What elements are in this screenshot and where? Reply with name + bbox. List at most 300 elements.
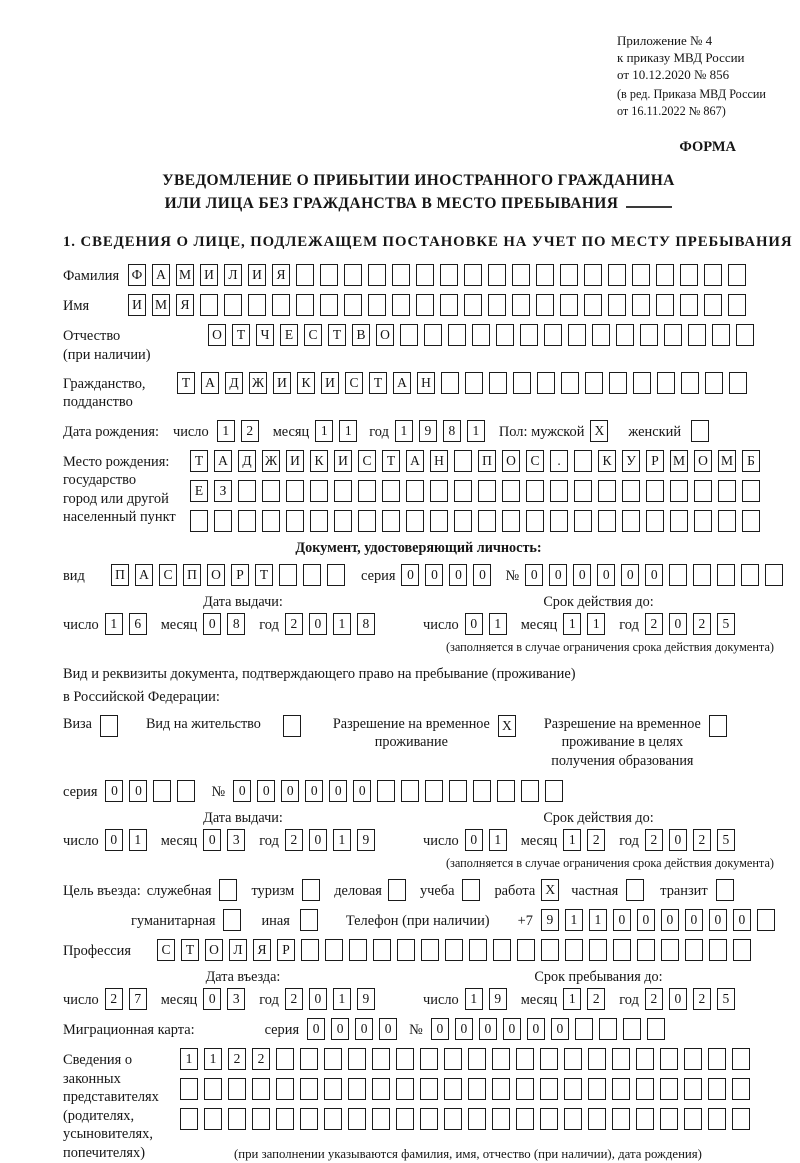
char-box[interactable] [512, 294, 530, 316]
char-box[interactable]: 0 [503, 1018, 521, 1040]
char-box[interactable]: 1 [129, 829, 147, 851]
char-box[interactable]: 9 [357, 988, 375, 1010]
char-box[interactable] [704, 294, 722, 316]
char-box[interactable] [396, 1108, 414, 1130]
char-box[interactable]: 0 [613, 909, 631, 931]
char-box[interactable] [516, 1078, 534, 1100]
char-box[interactable]: 0 [129, 780, 147, 802]
char-box[interactable] [262, 480, 280, 502]
char-box[interactable]: 2 [285, 829, 303, 851]
char-box[interactable] [608, 294, 626, 316]
char-box[interactable] [324, 1048, 342, 1070]
char-box[interactable] [712, 324, 730, 346]
char-box[interactable] [401, 780, 419, 802]
char-box[interactable] [684, 1078, 702, 1100]
char-box[interactable] [396, 1078, 414, 1100]
char-box[interactable] [180, 1078, 198, 1100]
char-box[interactable]: А [152, 264, 170, 286]
char-box[interactable]: 0 [449, 564, 467, 586]
char-box[interactable] [502, 510, 520, 532]
char-box[interactable] [516, 1108, 534, 1130]
char-box[interactable]: Я [176, 294, 194, 316]
char-box[interactable] [223, 909, 241, 931]
char-box[interactable] [544, 324, 562, 346]
char-box[interactable]: Т [382, 450, 400, 472]
char-box[interactable] [228, 1078, 246, 1100]
char-box[interactable] [448, 324, 466, 346]
char-box[interactable]: 1 [465, 988, 483, 1010]
char-box[interactable]: М [718, 450, 736, 472]
char-box[interactable] [252, 1108, 270, 1130]
char-box[interactable]: 0 [551, 1018, 569, 1040]
char-box[interactable] [574, 510, 592, 532]
char-box[interactable] [454, 510, 472, 532]
char-box[interactable] [708, 1078, 726, 1100]
char-box[interactable] [420, 1078, 438, 1100]
char-box[interactable]: 0 [257, 780, 275, 802]
char-box[interactable] [252, 1078, 270, 1100]
char-box[interactable]: 0 [661, 909, 679, 931]
char-box[interactable] [349, 939, 367, 961]
char-box[interactable]: 7 [129, 988, 147, 1010]
char-box[interactable]: 0 [309, 988, 327, 1010]
char-box[interactable] [440, 294, 458, 316]
char-box[interactable] [276, 1078, 294, 1100]
char-box[interactable] [684, 1048, 702, 1070]
char-box[interactable] [589, 939, 607, 961]
char-box[interactable] [632, 294, 650, 316]
char-box[interactable]: 0 [637, 909, 655, 931]
char-box[interactable]: 2 [228, 1048, 246, 1070]
char-box[interactable]: 0 [527, 1018, 545, 1040]
char-box[interactable]: Т [328, 324, 346, 346]
char-box[interactable] [214, 510, 232, 532]
char-box[interactable]: 8 [357, 613, 375, 635]
char-box[interactable] [716, 879, 734, 901]
char-box[interactable] [585, 372, 603, 394]
char-box[interactable] [646, 480, 664, 502]
char-box[interactable]: 1 [395, 420, 413, 442]
char-box[interactable]: А [214, 450, 232, 472]
char-box[interactable]: 0 [331, 1018, 349, 1040]
char-box[interactable] [545, 780, 563, 802]
char-box[interactable]: 1 [105, 613, 123, 635]
char-box[interactable] [473, 780, 491, 802]
char-box[interactable] [718, 510, 736, 532]
char-box[interactable] [286, 510, 304, 532]
char-box[interactable] [742, 480, 760, 502]
char-box[interactable] [441, 372, 459, 394]
char-box[interactable] [296, 264, 314, 286]
char-box[interactable] [468, 1078, 486, 1100]
char-box[interactable] [388, 879, 406, 901]
char-box[interactable] [358, 480, 376, 502]
char-box[interactable] [688, 324, 706, 346]
char-box[interactable] [177, 780, 195, 802]
char-box[interactable] [488, 294, 506, 316]
char-box[interactable] [626, 879, 644, 901]
char-box[interactable] [536, 264, 554, 286]
char-box[interactable] [709, 715, 727, 737]
char-box[interactable] [406, 480, 424, 502]
char-box[interactable] [588, 1108, 606, 1130]
char-box[interactable]: 0 [329, 780, 347, 802]
char-box[interactable]: 1 [563, 988, 581, 1010]
char-box[interactable]: 0 [597, 564, 615, 586]
char-box[interactable] [406, 510, 424, 532]
char-box[interactable]: 0 [353, 780, 371, 802]
char-box[interactable]: Д [225, 372, 243, 394]
char-box[interactable] [561, 372, 579, 394]
char-box[interactable] [219, 879, 237, 901]
char-box[interactable] [279, 564, 297, 586]
char-box[interactable] [300, 909, 318, 931]
char-box[interactable]: 1 [565, 909, 583, 931]
char-box[interactable]: 1 [489, 829, 507, 851]
char-box[interactable] [574, 480, 592, 502]
char-box[interactable]: 1 [339, 420, 357, 442]
char-box[interactable]: Л [229, 939, 247, 961]
char-box[interactable] [464, 264, 482, 286]
char-box[interactable]: С [157, 939, 175, 961]
char-box[interactable] [382, 510, 400, 532]
char-box[interactable] [396, 1048, 414, 1070]
char-box[interactable] [694, 510, 712, 532]
char-box[interactable] [392, 294, 410, 316]
char-box[interactable]: 0 [309, 829, 327, 851]
char-box[interactable] [300, 1078, 318, 1100]
char-box[interactable] [526, 510, 544, 532]
char-box[interactable]: 0 [549, 564, 567, 586]
char-box[interactable] [492, 1108, 510, 1130]
char-box[interactable] [592, 324, 610, 346]
char-box[interactable] [430, 510, 448, 532]
char-box[interactable] [540, 1048, 558, 1070]
char-box[interactable] [647, 1018, 665, 1040]
char-box[interactable]: 0 [573, 564, 591, 586]
char-box[interactable] [708, 1108, 726, 1130]
char-box[interactable]: С [526, 450, 544, 472]
char-box[interactable]: 0 [281, 780, 299, 802]
char-box[interactable] [623, 1018, 641, 1040]
char-box[interactable]: 1 [589, 909, 607, 931]
char-box[interactable] [636, 1078, 654, 1100]
char-box[interactable]: X [590, 420, 608, 442]
char-box[interactable]: Т [369, 372, 387, 394]
char-box[interactable] [310, 480, 328, 502]
char-box[interactable]: 1 [333, 988, 351, 1010]
char-box[interactable] [478, 510, 496, 532]
char-box[interactable] [204, 1078, 222, 1100]
char-box[interactable]: 9 [419, 420, 437, 442]
char-box[interactable]: К [310, 450, 328, 472]
char-box[interactable]: 0 [669, 613, 687, 635]
char-box[interactable]: 1 [204, 1048, 222, 1070]
char-box[interactable]: 0 [669, 988, 687, 1010]
char-box[interactable] [684, 1108, 702, 1130]
char-box[interactable] [327, 564, 345, 586]
char-box[interactable] [416, 294, 434, 316]
char-box[interactable]: О [208, 324, 226, 346]
char-box[interactable]: 1 [489, 613, 507, 635]
char-box[interactable] [286, 480, 304, 502]
char-box[interactable]: Е [190, 480, 208, 502]
char-box[interactable] [550, 510, 568, 532]
char-box[interactable]: Е [280, 324, 298, 346]
char-box[interactable] [472, 324, 490, 346]
char-box[interactable] [598, 510, 616, 532]
char-box[interactable] [516, 1048, 534, 1070]
char-box[interactable] [301, 939, 319, 961]
char-box[interactable] [656, 264, 674, 286]
char-box[interactable]: 3 [227, 829, 245, 851]
char-box[interactable] [536, 294, 554, 316]
char-box[interactable] [660, 1078, 678, 1100]
char-box[interactable] [469, 939, 487, 961]
char-box[interactable]: А [135, 564, 153, 586]
char-box[interactable] [574, 450, 592, 472]
char-box[interactable] [444, 1078, 462, 1100]
char-box[interactable]: И [128, 294, 146, 316]
char-box[interactable] [540, 1108, 558, 1130]
char-box[interactable]: 0 [709, 909, 727, 931]
char-box[interactable]: С [304, 324, 322, 346]
char-box[interactable] [704, 264, 722, 286]
char-box[interactable] [637, 939, 655, 961]
char-box[interactable] [765, 564, 783, 586]
char-box[interactable]: 2 [587, 988, 605, 1010]
char-box[interactable] [488, 264, 506, 286]
char-box[interactable] [640, 324, 658, 346]
char-box[interactable] [303, 564, 321, 586]
char-box[interactable] [238, 480, 256, 502]
char-box[interactable] [325, 939, 343, 961]
char-box[interactable]: X [541, 879, 559, 901]
char-box[interactable] [372, 1108, 390, 1130]
char-box[interactable] [320, 294, 338, 316]
char-box[interactable]: 8 [443, 420, 461, 442]
char-box[interactable] [478, 480, 496, 502]
char-box[interactable]: Т [190, 450, 208, 472]
char-box[interactable] [622, 480, 640, 502]
char-box[interactable]: П [111, 564, 129, 586]
char-box[interactable]: 2 [693, 613, 711, 635]
char-box[interactable] [489, 372, 507, 394]
char-box[interactable] [584, 264, 602, 286]
char-box[interactable]: 0 [379, 1018, 397, 1040]
char-box[interactable]: Т [232, 324, 250, 346]
char-box[interactable] [709, 939, 727, 961]
char-box[interactable] [344, 294, 362, 316]
char-box[interactable]: Т [177, 372, 195, 394]
char-box[interactable] [430, 480, 448, 502]
char-box[interactable] [680, 294, 698, 316]
char-box[interactable] [657, 372, 675, 394]
char-box[interactable] [517, 939, 535, 961]
char-box[interactable] [368, 264, 386, 286]
char-box[interactable] [276, 1108, 294, 1130]
char-box[interactable] [377, 780, 395, 802]
char-box[interactable] [612, 1108, 630, 1130]
char-box[interactable] [454, 450, 472, 472]
char-box[interactable] [584, 294, 602, 316]
char-box[interactable]: 0 [305, 780, 323, 802]
char-box[interactable] [348, 1048, 366, 1070]
char-box[interactable]: 0 [621, 564, 639, 586]
char-box[interactable] [492, 1048, 510, 1070]
char-box[interactable]: М [670, 450, 688, 472]
char-box[interactable]: Д [238, 450, 256, 472]
char-box[interactable]: И [334, 450, 352, 472]
char-box[interactable] [693, 564, 711, 586]
char-box[interactable] [521, 780, 539, 802]
char-box[interactable] [757, 909, 775, 931]
char-box[interactable] [633, 372, 651, 394]
char-box[interactable]: С [358, 450, 376, 472]
char-box[interactable] [262, 510, 280, 532]
char-box[interactable] [564, 1078, 582, 1100]
char-box[interactable]: Н [417, 372, 435, 394]
char-box[interactable]: 1 [563, 613, 581, 635]
char-box[interactable] [588, 1048, 606, 1070]
char-box[interactable] [732, 1108, 750, 1130]
char-box[interactable]: 0 [105, 829, 123, 851]
char-box[interactable] [300, 1048, 318, 1070]
char-box[interactable] [705, 372, 723, 394]
char-box[interactable] [670, 480, 688, 502]
char-box[interactable]: А [393, 372, 411, 394]
char-box[interactable] [445, 939, 463, 961]
char-box[interactable]: В [352, 324, 370, 346]
char-box[interactable]: О [694, 450, 712, 472]
char-box[interactable]: Ф [128, 264, 146, 286]
char-box[interactable]: 0 [479, 1018, 497, 1040]
char-box[interactable] [646, 510, 664, 532]
char-box[interactable]: 0 [105, 780, 123, 802]
char-box[interactable] [742, 510, 760, 532]
char-box[interactable]: . [550, 450, 568, 472]
char-box[interactable]: X [498, 715, 516, 737]
char-box[interactable] [190, 510, 208, 532]
char-box[interactable] [608, 264, 626, 286]
char-box[interactable] [416, 264, 434, 286]
char-box[interactable]: И [248, 264, 266, 286]
char-box[interactable] [272, 294, 290, 316]
char-box[interactable]: С [159, 564, 177, 586]
char-box[interactable]: 9 [357, 829, 375, 851]
char-box[interactable] [320, 264, 338, 286]
char-box[interactable] [444, 1048, 462, 1070]
char-box[interactable]: 0 [203, 988, 221, 1010]
char-box[interactable] [537, 372, 555, 394]
char-box[interactable]: Т [181, 939, 199, 961]
char-box[interactable] [685, 939, 703, 961]
char-box[interactable] [344, 264, 362, 286]
char-box[interactable] [373, 939, 391, 961]
char-box[interactable] [560, 294, 578, 316]
char-box[interactable] [153, 780, 171, 802]
char-box[interactable] [372, 1078, 390, 1100]
char-box[interactable]: 2 [241, 420, 259, 442]
char-box[interactable]: 2 [645, 613, 663, 635]
char-box[interactable] [334, 510, 352, 532]
char-box[interactable]: 2 [105, 988, 123, 1010]
char-box[interactable]: Я [253, 939, 271, 961]
char-box[interactable]: У [622, 450, 640, 472]
char-box[interactable] [612, 1078, 630, 1100]
char-box[interactable] [512, 264, 530, 286]
char-box[interactable] [100, 715, 118, 737]
char-box[interactable] [497, 780, 515, 802]
char-box[interactable]: 1 [333, 613, 351, 635]
char-box[interactable] [496, 324, 514, 346]
char-box[interactable] [440, 264, 458, 286]
char-box[interactable] [468, 1108, 486, 1130]
char-box[interactable] [204, 1108, 222, 1130]
char-box[interactable]: 1 [467, 420, 485, 442]
char-box[interactable]: О [376, 324, 394, 346]
char-box[interactable] [513, 372, 531, 394]
char-box[interactable] [468, 1048, 486, 1070]
char-box[interactable]: И [321, 372, 339, 394]
char-box[interactable]: 9 [489, 988, 507, 1010]
char-box[interactable]: М [176, 264, 194, 286]
char-box[interactable]: 2 [587, 829, 605, 851]
char-box[interactable]: 1 [217, 420, 235, 442]
char-box[interactable]: 0 [309, 613, 327, 635]
char-box[interactable] [324, 1078, 342, 1100]
char-box[interactable] [660, 1108, 678, 1130]
char-box[interactable] [302, 879, 320, 901]
char-box[interactable] [660, 1048, 678, 1070]
char-box[interactable] [492, 1078, 510, 1100]
char-box[interactable]: 0 [233, 780, 251, 802]
char-box[interactable] [276, 1048, 294, 1070]
char-box[interactable] [588, 1078, 606, 1100]
char-box[interactable]: П [478, 450, 496, 472]
char-box[interactable]: О [205, 939, 223, 961]
char-box[interactable] [541, 939, 559, 961]
char-box[interactable] [462, 879, 480, 901]
char-box[interactable]: Р [646, 450, 664, 472]
char-box[interactable]: Р [277, 939, 295, 961]
char-box[interactable] [348, 1108, 366, 1130]
char-box[interactable] [609, 372, 627, 394]
char-box[interactable]: М [152, 294, 170, 316]
char-box[interactable] [661, 939, 679, 961]
char-box[interactable] [358, 510, 376, 532]
char-box[interactable]: Б [742, 450, 760, 472]
char-box[interactable] [238, 510, 256, 532]
char-box[interactable]: К [598, 450, 616, 472]
char-box[interactable]: 5 [717, 988, 735, 1010]
char-box[interactable]: 0 [401, 564, 419, 586]
char-box[interactable]: 8 [227, 613, 245, 635]
char-box[interactable] [502, 480, 520, 502]
char-box[interactable] [300, 1108, 318, 1130]
char-box[interactable] [664, 324, 682, 346]
char-box[interactable] [565, 939, 583, 961]
char-box[interactable] [564, 1108, 582, 1130]
char-box[interactable] [444, 1108, 462, 1130]
char-box[interactable]: К [297, 372, 315, 394]
char-box[interactable] [616, 324, 634, 346]
char-box[interactable]: 0 [525, 564, 543, 586]
char-box[interactable]: П [183, 564, 201, 586]
char-box[interactable]: Л [224, 264, 242, 286]
char-box[interactable]: 3 [227, 988, 245, 1010]
char-box[interactable]: 1 [333, 829, 351, 851]
